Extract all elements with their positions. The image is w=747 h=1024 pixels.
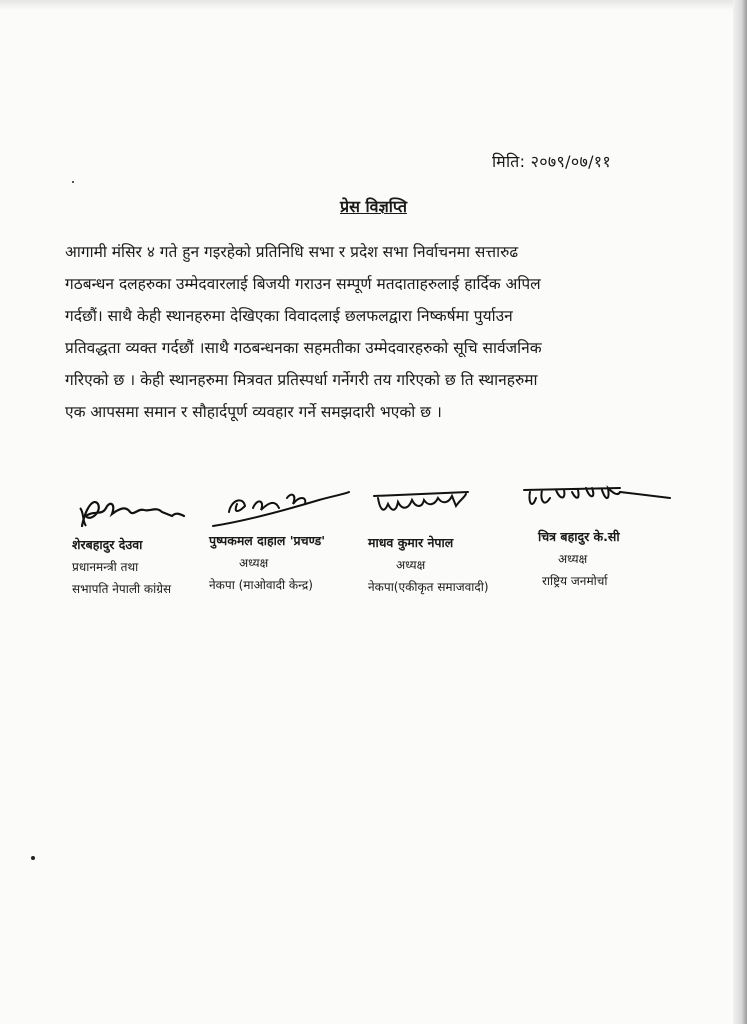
signatory-role: अध्यक्ष	[396, 558, 426, 572]
body-line: गरिएको छ । केही स्थानहरुमा मित्रवत प्रतिस्पर्धा गर्नेगरी तय गरिएको छ ति स्थानहरुमा	[65, 371, 538, 389]
signatory-organization: राष्ट्रिय जनमोर्चा	[542, 574, 608, 588]
body-line: प्रतिवद्धता व्यक्त गर्दछौं ।साथै गठबन्धनका सहमतीका उम्मेदवारहरुको सूचि सार्वजनिक	[65, 339, 542, 357]
signatory-name: चित्र बहादुर के.सी	[538, 529, 620, 544]
page-top-shadow	[0, 0, 747, 10]
signatory-name: पुष्पकमल दाहाल 'प्रचण्ड'	[209, 533, 326, 548]
scan-speck	[31, 856, 35, 860]
signatory-organization: नेकपा(एकीकृत समाजवादी)	[368, 580, 489, 594]
body-line: गठबन्धन दलहरुका उम्मेदवारलाई बिजयी गराउन सम्पूर्ण मतदाताहरुलाई हार्दिक अपिल	[65, 275, 541, 293]
handwritten-signature-3	[368, 484, 528, 534]
page-right-edge	[733, 0, 747, 1024]
signatory-role: प्रधानमन्त्री तथा	[72, 560, 139, 574]
handwritten-signature-1	[72, 486, 232, 536]
body-line: गर्दछौं। साथै केही स्थानहरुमा देखिएका विवादलाई छलफलद्वारा निष्कर्षमा पुर्याउन	[65, 307, 513, 325]
signatory-role: अध्यक्ष	[239, 556, 269, 570]
handwritten-signature-4	[520, 478, 680, 528]
signatory-organization: नेकपा (माओवादी केन्द्र)	[209, 578, 313, 592]
signatory-name: शेरबहादुर देउवा	[72, 537, 143, 552]
scan-speck	[72, 181, 74, 183]
document-title: प्रेस विज्ञप्ति	[340, 197, 407, 216]
signature-block-4	[520, 478, 710, 589]
body-line: आगामी मंसिर ४ गते हुन गइरहेको प्रतिनिधि सभा र प्रदेश सभा निर्वाचनमा सत्तारुढ	[65, 243, 519, 261]
document-body	[65, 236, 680, 428]
signatory-organization: सभापति नेपाली कांग्रेस	[72, 582, 172, 596]
signatory-role: अध्यक्ष	[558, 552, 588, 566]
document-date: मिति: २०७९/०७/११	[492, 152, 611, 171]
signatory-name: माधव कुमार नेपाल	[368, 535, 454, 550]
handwritten-signature-2	[209, 482, 369, 532]
body-line: एक आपसमा समान र सौहार्दपूर्ण व्यवहार गर्ने समझदारी भएको छ ।	[65, 403, 442, 421]
